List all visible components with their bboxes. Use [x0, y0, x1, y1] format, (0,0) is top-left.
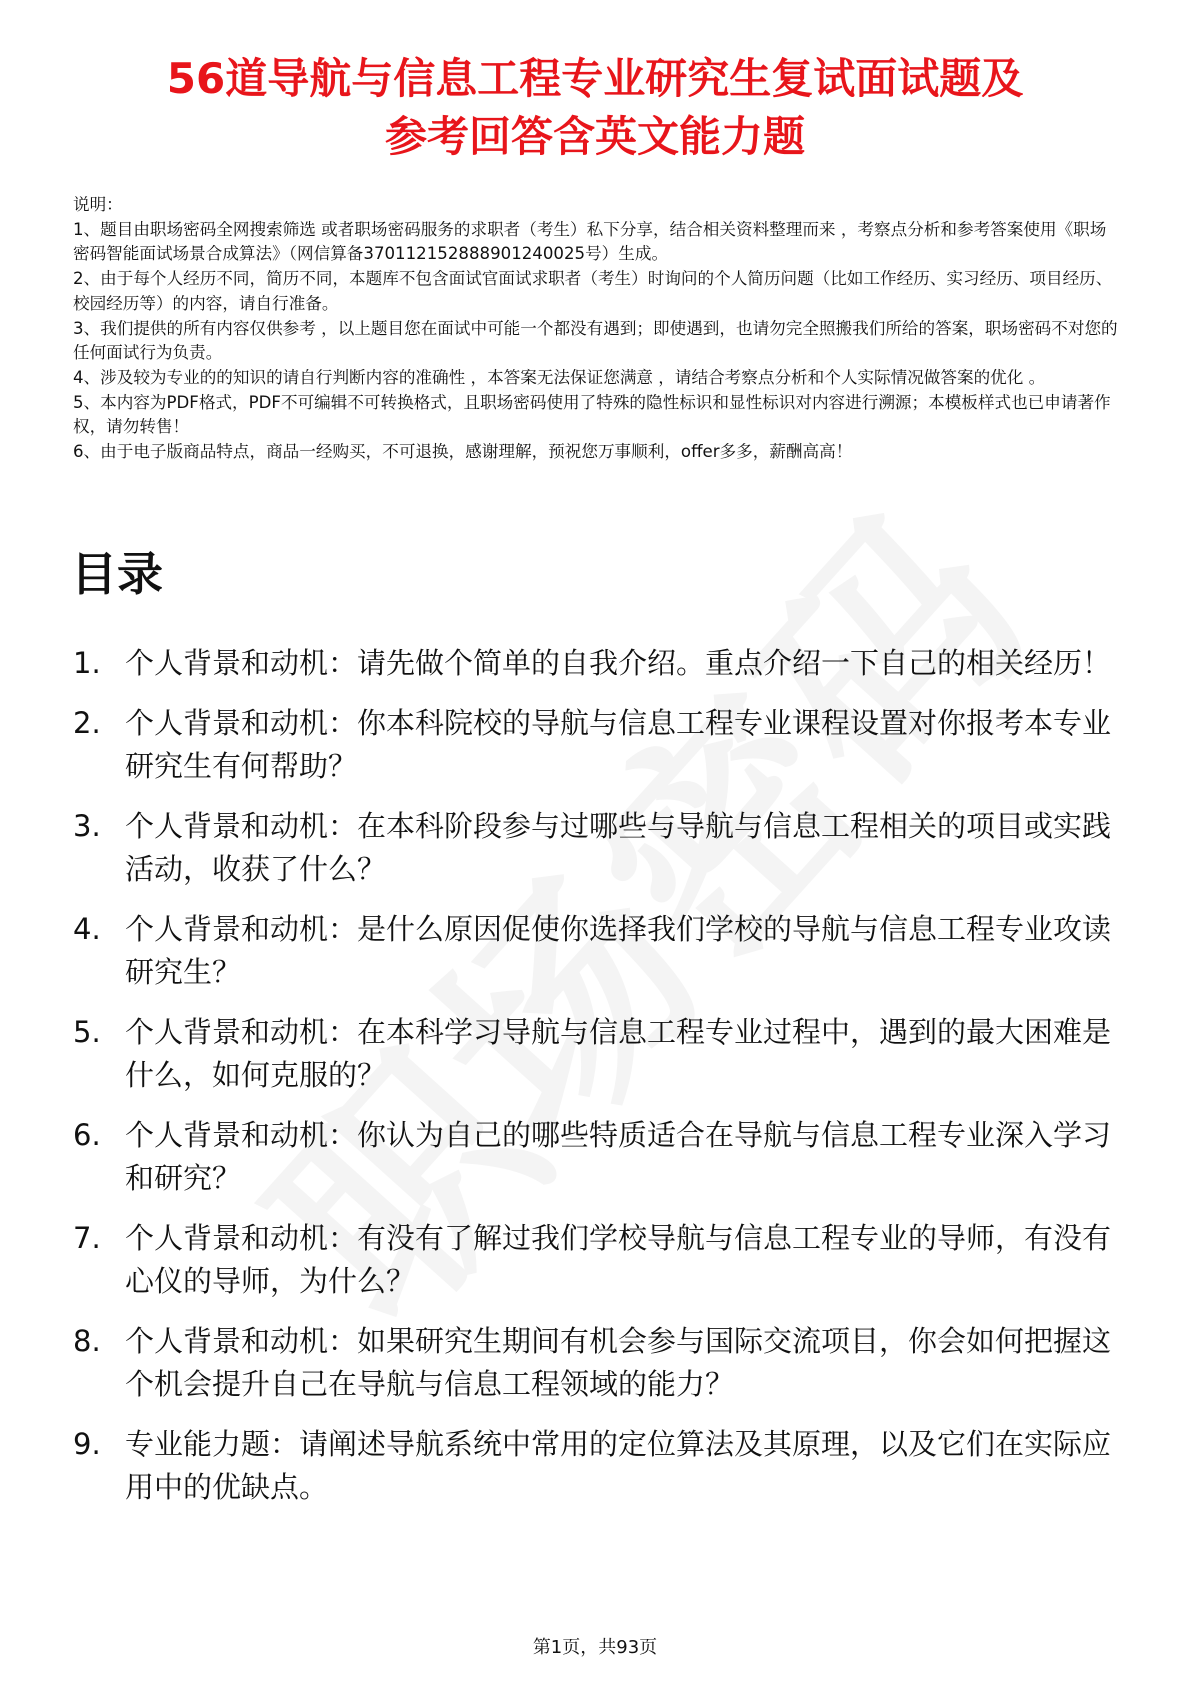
toc-item[interactable] [73, 1423, 1133, 1509]
note-item: 6、由于电子版商品特点，商品一经购买，不可退换，感谢理解，预祝您万事顺利，offer多多，薪酬高高！ [73, 442, 853, 462]
toc-item-number: 7. [73, 1221, 101, 1255]
toc-item-text[interactable]: 个人背景和动机：你认为自己的哪些特质适合在导航与信息工程专业深入学习和研究？ [125, 1118, 1112, 1195]
toc-item-text[interactable]: 个人背景和动机：你本科院校的导航与信息工程专业课程设置对你报考本专业研究生有何帮助？ [125, 706, 1112, 783]
toc-item[interactable] [73, 1114, 1133, 1200]
toc-item-text[interactable]: 个人背景和动机：在本科学习导航与信息工程专业过程中，遇到的最大困难是什么，如何克服的？ [125, 1015, 1112, 1092]
toc-item-text[interactable]: 个人背景和动机：是什么原因促使你选择我们学校的导航与信息工程专业攻读研究生？ [125, 912, 1112, 989]
toc-item-number: 6. [73, 1118, 101, 1152]
toc-item-number: 9. [73, 1427, 101, 1461]
toc-item-number: 1. [73, 646, 101, 680]
toc-item-text[interactable]: 个人背景和动机：请先做个简单的自我介绍。重点介绍一下自己的相关经历！ [125, 646, 1112, 680]
notes-label: 说明： [73, 195, 123, 214]
page-title [40, 50, 1150, 166]
toc-item-text[interactable]: 个人背景和动机：在本科阶段参与过哪些与导航与信息工程相关的项目或实践活动，收获了什么？ [125, 809, 1112, 886]
toc-item-text[interactable]: 专业能力题：请阐述导航系统中常用的定位算法及其原理，以及它们在实际应用中的优缺点。 [125, 1427, 1112, 1504]
note-item: 3、我们提供的所有内容仅供参考 ，以上题目您在面试中可能一个都没有遇到；即使遇到，也请勿完全照搬我们所给的答案，职场密码不对您的任何面试行为负责。 [73, 318, 1118, 363]
toc-item-number: 3. [73, 809, 101, 843]
toc-item[interactable] [73, 1011, 1133, 1097]
toc-item[interactable] [73, 642, 1133, 685]
title-line-2: 参考回答含英文能力题 [384, 112, 805, 161]
note-item: 5、本内容为PDF格式，PDF不可编辑不可转换格式，且职场密码使用了特殊的隐性标识和显性标识对内容进行溯源；本模板样式也已申请著作权，请勿转售！ [73, 392, 1111, 437]
toc-item[interactable] [73, 1217, 1133, 1303]
note-item: 2、由于每个人经历不同，简历不同，本题库不包含面试官面试求职者（考生）时询问的个人简历问题（比如工作经历、实习经历、项目经历、校园经历等）的内容，请自行准备。 [73, 269, 1113, 313]
toc-item-number: 4. [73, 912, 101, 946]
note-item: 1、题目由职场密码全网搜索筛选 或者职场密码服务的求职者（考生）私下分享，结合相关资料整理而来 ，考察点分析和参考答案使用《职场密码智能面试场景合成算法》（网信算备370112152888901240025号）生成。 [73, 219, 1107, 264]
toc-item-number: 8. [73, 1324, 101, 1358]
toc-item[interactable] [73, 702, 1133, 788]
toc-item-number: 5. [73, 1015, 101, 1049]
toc-item[interactable] [73, 805, 1133, 891]
toc-item-text[interactable]: 个人背景和动机：有没有了解过我们学校导航与信息工程专业的导师，有没有心仪的导师，为什么？ [125, 1221, 1112, 1298]
page-number: 第1页，共93页 [532, 1637, 658, 1658]
notes-section [73, 193, 1118, 465]
toc-item[interactable] [73, 1320, 1133, 1406]
toc-item-text[interactable]: 个人背景和动机：如果研究生期间有机会参与国际交流项目，你会如何把握这个机会提升自己在导航与信息工程领域的能力？ [125, 1324, 1112, 1401]
note-item: 4、涉及较为专业的的知识的请自行判断内容的准确性 ，本答案无法保证您满意 ，请结合考察点分析和个人实际情况做答案的优化 。 [73, 367, 1046, 387]
toc-item-number: 2. [73, 706, 101, 740]
toc-item[interactable] [73, 908, 1133, 994]
title-line-1: 56道导航与信息工程专业研究生复试面试题及 [166, 54, 1024, 103]
toc-heading: 目录 [71, 547, 163, 601]
toc-list [73, 642, 1133, 1526]
